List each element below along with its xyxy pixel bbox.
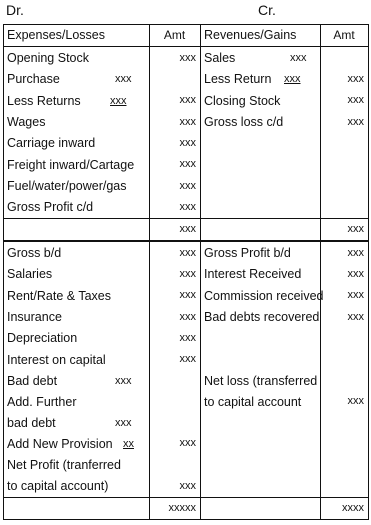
right-amount: xxx [321, 69, 369, 90]
left-amount: xxx [150, 111, 201, 132]
right-item-subamount: xxx [284, 73, 301, 86]
account-table-body [4, 25, 369, 520]
left-item [7, 176, 146, 196]
right-item [204, 476, 317, 496]
trading-row [4, 154, 369, 175]
right-amount [321, 349, 369, 370]
right-item-label: to capital account [204, 394, 302, 409]
right-item [204, 91, 317, 111]
left-amount: xxx [150, 154, 201, 175]
left-item [7, 371, 146, 391]
right-amount [321, 175, 369, 196]
trading-row [4, 111, 369, 132]
right-item [204, 176, 317, 196]
pnl-row [4, 433, 369, 454]
left-amount: xxx [150, 241, 201, 263]
left-item [7, 133, 146, 153]
right-amount [321, 454, 369, 475]
left-amount: xxx [150, 433, 201, 454]
right-item-label: Interest Received [204, 267, 302, 282]
trading-row [4, 90, 369, 111]
right-amount: xxx [321, 90, 369, 111]
right-item-label: Bad debts recovered [204, 309, 320, 324]
right-amount-header: Amt [321, 25, 369, 47]
right-item-cell [201, 175, 321, 196]
right-amount [321, 154, 369, 175]
right-item-label: Commission received [204, 288, 324, 303]
left-amount: xxx [150, 328, 201, 349]
pnl-row [4, 454, 369, 475]
right-amount [321, 370, 369, 391]
left-amount: xxx [150, 133, 201, 154]
left-amount: xxx [150, 47, 201, 69]
left-item-label: bad debt [7, 415, 56, 430]
debit-side-heading: Dr. [6, 2, 24, 18]
trading-pnl-account-table [3, 24, 369, 520]
left-amount: xxx [150, 175, 201, 196]
revenues-gains-header: Revenues/Gains [201, 25, 321, 47]
left-item-subamount: xxx [115, 73, 132, 86]
left-total: xxx [150, 218, 201, 241]
right-item-label: Closing Stock [204, 93, 281, 108]
left-item [7, 413, 146, 433]
right-item-cell [201, 306, 321, 327]
total-label-blank [201, 218, 321, 241]
right-item [204, 413, 317, 433]
left-item-label: Net Profit (tranferred [7, 457, 121, 472]
right-item-label: Less Return [204, 72, 272, 87]
expenses-losses-header: Expenses/Losses [4, 25, 150, 47]
left-item [7, 476, 146, 496]
right-amount [321, 433, 369, 454]
left-item-cell [4, 412, 150, 433]
left-item [7, 307, 146, 327]
left-item [7, 328, 146, 348]
right-item [204, 307, 320, 327]
right-item [204, 197, 317, 217]
right-amount [321, 475, 369, 497]
right-item [204, 455, 317, 475]
right-item-cell [201, 133, 321, 154]
left-amount [150, 391, 201, 412]
left-amount: xxx [150, 349, 201, 370]
left-item-label: Interest on capital [7, 352, 106, 367]
pnl-row [4, 349, 369, 370]
pnl-row [4, 412, 369, 433]
left-item-cell [4, 133, 150, 154]
right-item-cell [201, 412, 321, 433]
left-item-label: Opening Stock [7, 51, 89, 65]
right-item-cell [201, 285, 324, 306]
trading-row [4, 197, 369, 219]
left-item-subamount: xxx [115, 416, 132, 429]
right-item-cell [201, 349, 321, 370]
pnl-row [4, 328, 369, 349]
right-amount [321, 197, 369, 219]
left-item-subamount: xxx [110, 94, 127, 107]
trading-row [4, 133, 369, 154]
left-item [7, 434, 146, 454]
left-amount-header: Amt [150, 25, 201, 47]
right-total: xxx [321, 218, 369, 241]
left-item [7, 392, 146, 412]
right-amount: xxx [321, 285, 369, 306]
left-item-label: Less Returns [7, 93, 81, 108]
left-item-label: Carriage inward [7, 136, 96, 151]
left-item-label: Add New Provision [7, 436, 113, 451]
left-item-label: Purchase [7, 72, 60, 87]
right-item-label: Sales [204, 51, 236, 65]
right-item [204, 371, 317, 391]
right-item [204, 243, 317, 263]
left-item-cell [4, 370, 150, 391]
right-item-cell [201, 454, 321, 475]
right-item [204, 112, 317, 132]
right-item-cell [201, 475, 321, 497]
left-item [7, 112, 146, 132]
right-item-cell [201, 154, 321, 175]
right-item-label: Gross Profit b/d [204, 245, 291, 260]
pnl-row [4, 285, 369, 306]
right-item-cell [201, 197, 321, 219]
right-total: xxxx [321, 497, 369, 520]
left-item [7, 197, 146, 217]
left-item [7, 286, 146, 306]
right-item-cell [201, 328, 321, 349]
left-item [7, 91, 146, 111]
right-item-cell [201, 370, 321, 391]
right-item-cell [201, 69, 321, 90]
right-item [204, 328, 317, 348]
pnl-row [4, 475, 369, 497]
left-item [7, 243, 146, 263]
right-amount: xxx [321, 306, 369, 327]
left-amount [150, 370, 201, 391]
left-item-cell [4, 328, 150, 349]
trading-row [4, 175, 369, 196]
pnl-row [4, 370, 369, 391]
left-item-cell [4, 454, 150, 475]
right-item [204, 392, 317, 412]
total-label-blank [4, 218, 150, 241]
pnl-row [4, 241, 369, 263]
left-amount [150, 412, 201, 433]
left-item-cell [4, 197, 150, 219]
left-item-label: Bad debt [7, 373, 58, 388]
pnl-row [4, 391, 369, 412]
left-item-label: to capital account) [7, 478, 109, 493]
trading-total-row [4, 218, 369, 241]
left-item [7, 350, 146, 370]
pnl-row [4, 306, 369, 327]
left-item-cell [4, 90, 150, 111]
pnl-total-row [4, 497, 369, 520]
right-amount: xxx [321, 111, 369, 132]
trading-row [4, 69, 369, 90]
right-item-cell [201, 391, 321, 412]
left-item-subamount: xxx [115, 374, 132, 387]
right-item-label: Net loss (transferred [204, 373, 318, 388]
left-amount [150, 454, 201, 475]
right-item-cell [201, 433, 321, 454]
left-amount: xxx [150, 197, 201, 219]
right-item [204, 48, 317, 68]
left-item-cell [4, 47, 150, 69]
left-item-cell [4, 69, 150, 90]
left-amount: xxx [150, 264, 201, 285]
left-item-label: Add. Further [7, 394, 77, 409]
right-item [204, 264, 317, 284]
left-item [7, 69, 146, 89]
right-item [204, 155, 317, 175]
left-amount: xxx [150, 90, 201, 111]
left-amount: xxx [150, 475, 201, 497]
left-item-cell [4, 475, 150, 497]
left-item-label: Gross Profit c/d [7, 200, 94, 215]
total-label-blank [201, 497, 321, 520]
trading-row [4, 47, 369, 69]
left-amount [150, 69, 201, 90]
left-item-label: Insurance [7, 309, 62, 324]
left-item-cell [4, 433, 150, 454]
right-item [204, 286, 324, 306]
left-amount: xxx [150, 306, 201, 327]
left-item-cell [4, 264, 150, 285]
right-amount [321, 133, 369, 154]
pnl-row [4, 264, 369, 285]
left-item-cell [4, 154, 150, 175]
left-item-label: Salaries [7, 267, 53, 282]
left-item-label: Freight inward/Cartage [7, 157, 135, 172]
left-item-cell [4, 175, 150, 196]
right-amount: xxx [321, 264, 369, 285]
left-item-subamount: xx [123, 437, 134, 450]
left-item-cell [4, 111, 150, 132]
right-amount [321, 412, 369, 433]
left-item-cell [4, 285, 150, 306]
left-item-cell [4, 391, 150, 412]
right-amount [321, 47, 369, 69]
right-item-subamount: xxx [290, 52, 307, 64]
right-amount: xxx [321, 391, 369, 412]
right-amount [321, 328, 369, 349]
left-item [7, 264, 146, 284]
right-item [204, 350, 317, 370]
left-item-label: Gross b/d [7, 245, 62, 260]
left-item-label: Fuel/water/power/gas [7, 178, 127, 193]
left-item-label: Depreciation [7, 331, 78, 346]
credit-side-heading: Cr. [258, 2, 276, 18]
column-header-row [4, 25, 369, 47]
right-item [204, 69, 317, 89]
left-item [7, 48, 146, 68]
left-total: xxxxx [150, 497, 201, 520]
left-amount: xxx [150, 285, 201, 306]
right-item-cell [201, 264, 321, 285]
left-item-cell [4, 349, 150, 370]
left-item [7, 455, 146, 475]
right-item-cell [201, 241, 321, 263]
left-item [7, 155, 146, 175]
left-item-cell [4, 306, 150, 327]
left-item-label: Rent/Rate & Taxes [7, 288, 111, 303]
right-item [204, 434, 317, 454]
left-item-cell [4, 241, 150, 263]
right-item-cell [201, 90, 321, 111]
right-amount: xxx [321, 241, 369, 263]
total-label-blank [4, 497, 150, 520]
left-item-label: Wages [7, 114, 46, 129]
right-item-cell [201, 47, 321, 69]
right-item [204, 133, 317, 153]
right-item-label: Gross loss c/d [204, 114, 284, 129]
right-item-cell [201, 111, 321, 132]
